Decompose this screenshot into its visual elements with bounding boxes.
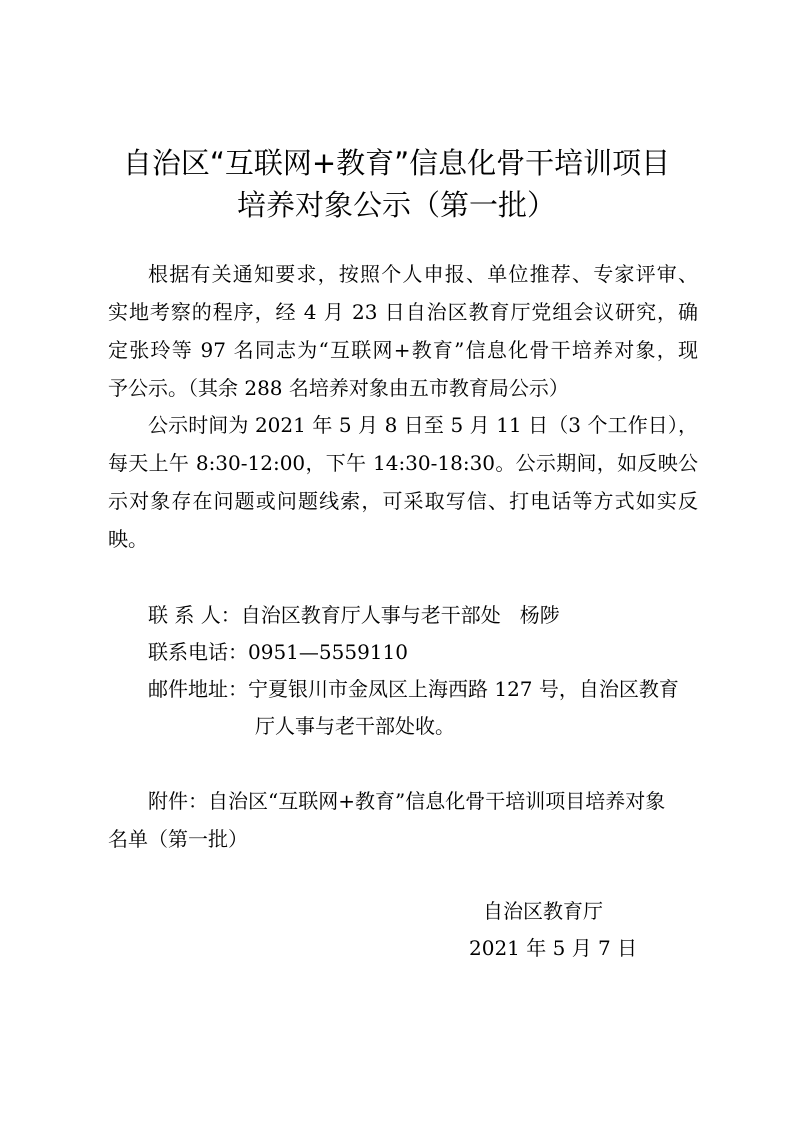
issue-date: 2021 年 5 月 7 日 (469, 936, 638, 960)
contact-person-value: 自治区教育厅人事与老干部处 杨陟 (240, 603, 560, 627)
contact-phone-label: 联系电话： (148, 640, 248, 664)
paragraph-1-line-1: 根据有关通知要求，按照个人申报、单位推荐、专家评审、 (148, 262, 698, 286)
contact-person-label: 联 系 人： (148, 603, 241, 627)
attachment-note (108, 782, 698, 858)
contact-phone-row (148, 633, 408, 671)
contact-address-value-line1: 宁夏银川市金凤区上海西路 127 号，自治区教育 (248, 677, 679, 701)
contact-phone-value: 0951—5559110 (248, 640, 408, 664)
contact-person-row (148, 596, 560, 634)
contact-address-value-line2: 厅人事与老干部处收。 (255, 714, 455, 738)
document-title-line2: 培养对象公示（第一批） (236, 188, 556, 222)
attachment-line-1: 附件：自治区“互联网+教育”信息化骨干培训项目培养对象 (148, 789, 666, 813)
notice-paragraph-1 (108, 255, 698, 407)
paragraph-2-line-1: 公示时间为 2021 年 5 月 8 日至 5 月 11 日（3 个工作日）， (148, 413, 698, 437)
attachment-line-2: 名单（第一批） (108, 827, 248, 851)
issuer-name: 自治区教育厅 (483, 899, 603, 923)
paragraph-1-line-2: 实地考察的程序，经 4 月 23 日自治区教育厅党组会议研究，确 (108, 300, 698, 324)
contact-address-label: 邮件地址： (148, 677, 248, 701)
document-title-line1: 自治区“互联网+教育”信息化骨干培训项目 (122, 146, 671, 180)
paragraph-1-line-4: 予公示。（其余 288 名培养对象由五市教育局公示） (108, 376, 569, 400)
paragraph-2-line-3: 示对象存在问题或问题线索，可采取写信、打电话等方式如实反 (108, 489, 698, 513)
paragraph-1-line-3: 定张玲等 97 名同志为“互联网+教育”信息化骨干培养对象，现 (108, 338, 698, 362)
paragraph-2-line-4: 映。 (108, 527, 148, 551)
contact-address-row (148, 670, 679, 708)
contact-address-continuation (255, 707, 455, 745)
paragraph-2-line-2: 每天上午 8:30-12:00，下午 14:30-18:30。公示期间，如反映公 (108, 451, 698, 475)
notice-paragraph-2 (108, 406, 698, 558)
